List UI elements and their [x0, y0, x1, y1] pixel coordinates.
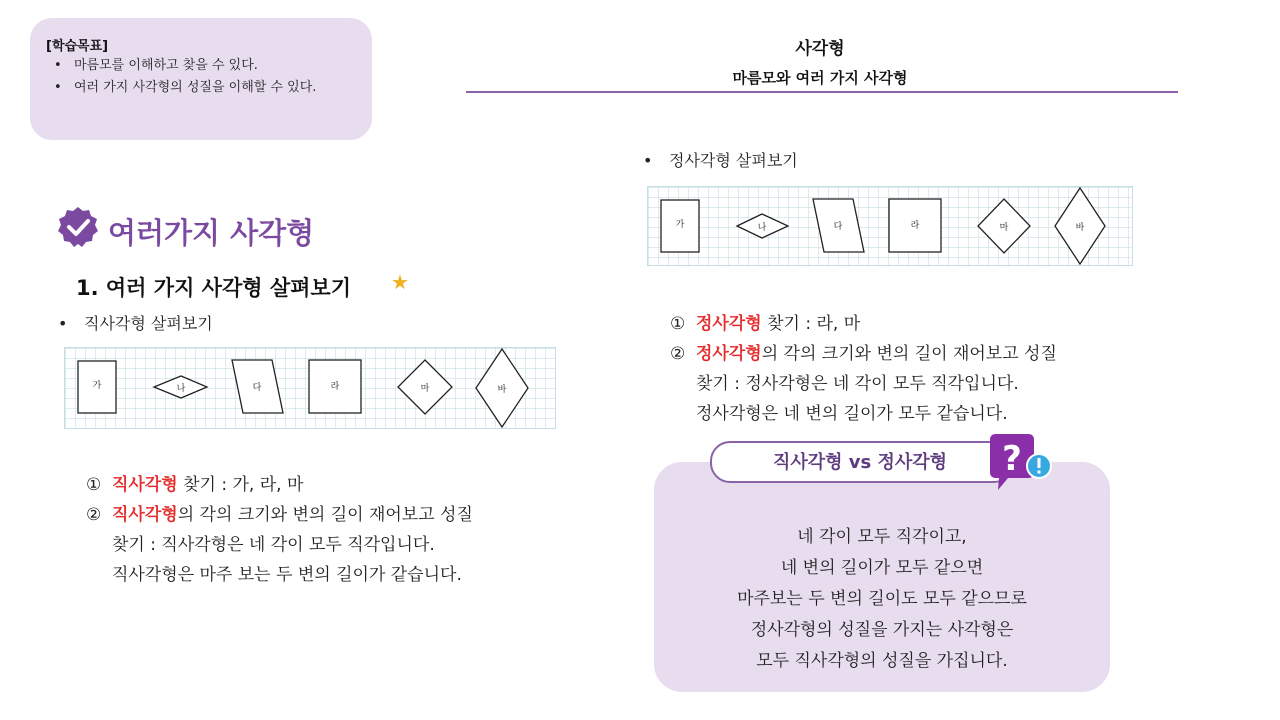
page-title: 사각형: [795, 39, 845, 59]
svg-text:마: 마: [999, 223, 1009, 233]
header-divider: [466, 91, 1178, 93]
sub-heading: 1. 여러 가지 사각형 살펴보기: [76, 276, 351, 300]
svg-text:바: 바: [497, 385, 507, 395]
svg-text:다: 다: [252, 383, 262, 393]
goals-list: [52, 56, 352, 100]
section-heading: 여러가지 사각형: [108, 216, 315, 250]
shape-ga: [78, 361, 116, 413]
svg-text:라: 라: [330, 382, 340, 392]
sq-item-2-line3: 정사각형은 네 변의 길이가 모두 같습니다.: [696, 404, 1008, 424]
svg-text:라: 라: [910, 221, 920, 231]
square-shapes-grid: [647, 186, 1133, 266]
goal-item: • 마름모를 이해하고 찾을 수 있다.: [54, 58, 258, 73]
rectangle-bullet: • 직사각형 살펴보기: [58, 314, 213, 333]
square-bullet: • 정사각형 살펴보기: [643, 151, 798, 170]
comparison-line: 네 각이 모두 직각이고,: [797, 527, 967, 547]
shape-ga: [661, 200, 699, 252]
svg-text:가: 가: [675, 220, 685, 230]
learning-goals-box: [30, 18, 372, 140]
rect-item-2-line2: 찾기 : 직사각형은 네 각이 모두 직각입니다.: [112, 535, 435, 555]
svg-text:마: 마: [420, 384, 430, 394]
comparison-line: 네 변의 길이가 모두 같으면: [780, 558, 984, 578]
comparison-line: 마주보는 두 변의 길이도 모두 같으므로: [737, 589, 1027, 609]
svg-text:?: ?: [1002, 439, 1022, 479]
comparison-text: [654, 522, 1110, 677]
svg-text:나: 나: [176, 384, 186, 394]
goals-title: [학습목표]: [46, 39, 109, 54]
rect-item-2: ② 직사각형의 각의 크기와 변의 길이 재어보고 성질: [86, 505, 473, 525]
shape-ra: [889, 199, 941, 252]
rectangle-shapes-grid: [64, 347, 556, 429]
question-bubble-icon: [984, 432, 1054, 496]
svg-text:바: 바: [1075, 223, 1085, 233]
rectangle-items: [86, 470, 473, 590]
svg-text:다: 다: [833, 222, 843, 232]
verified-badge-icon: [56, 205, 100, 249]
rect-item-1: ① 직사각형 찾기 : 가, 라, 마: [86, 475, 304, 495]
sq-item-2: ② 정사각형의 각의 크기와 변의 길이 재어보고 성질: [670, 344, 1057, 364]
sq-item-1: ① 정사각형 찾기 : 라, 마: [670, 314, 861, 334]
star-icon: ★: [391, 270, 409, 294]
svg-text:나: 나: [757, 223, 767, 233]
page-subtitle: 마름모와 여러 가지 사각형: [732, 69, 908, 87]
square-items: [670, 309, 1057, 429]
comparison-title: 직사각형 vs 정사각형: [772, 452, 948, 473]
comparison-line: 모두 직사각형의 성질을 가집니다.: [756, 651, 1008, 671]
comparison-line: 정사각형의 성질을 가지는 사각형은: [750, 620, 1014, 640]
svg-text:가: 가: [92, 381, 102, 391]
rect-item-2-line3: 직사각형은 마주 보는 두 변의 길이가 같습니다.: [112, 565, 462, 585]
shape-ra: [309, 360, 361, 413]
goal-item: • 여러 가지 사각형의 성질을 이해할 수 있다.: [54, 80, 317, 95]
sq-item-2-line2: 찾기 : 정사각형은 네 각이 모두 직각입니다.: [696, 374, 1019, 394]
